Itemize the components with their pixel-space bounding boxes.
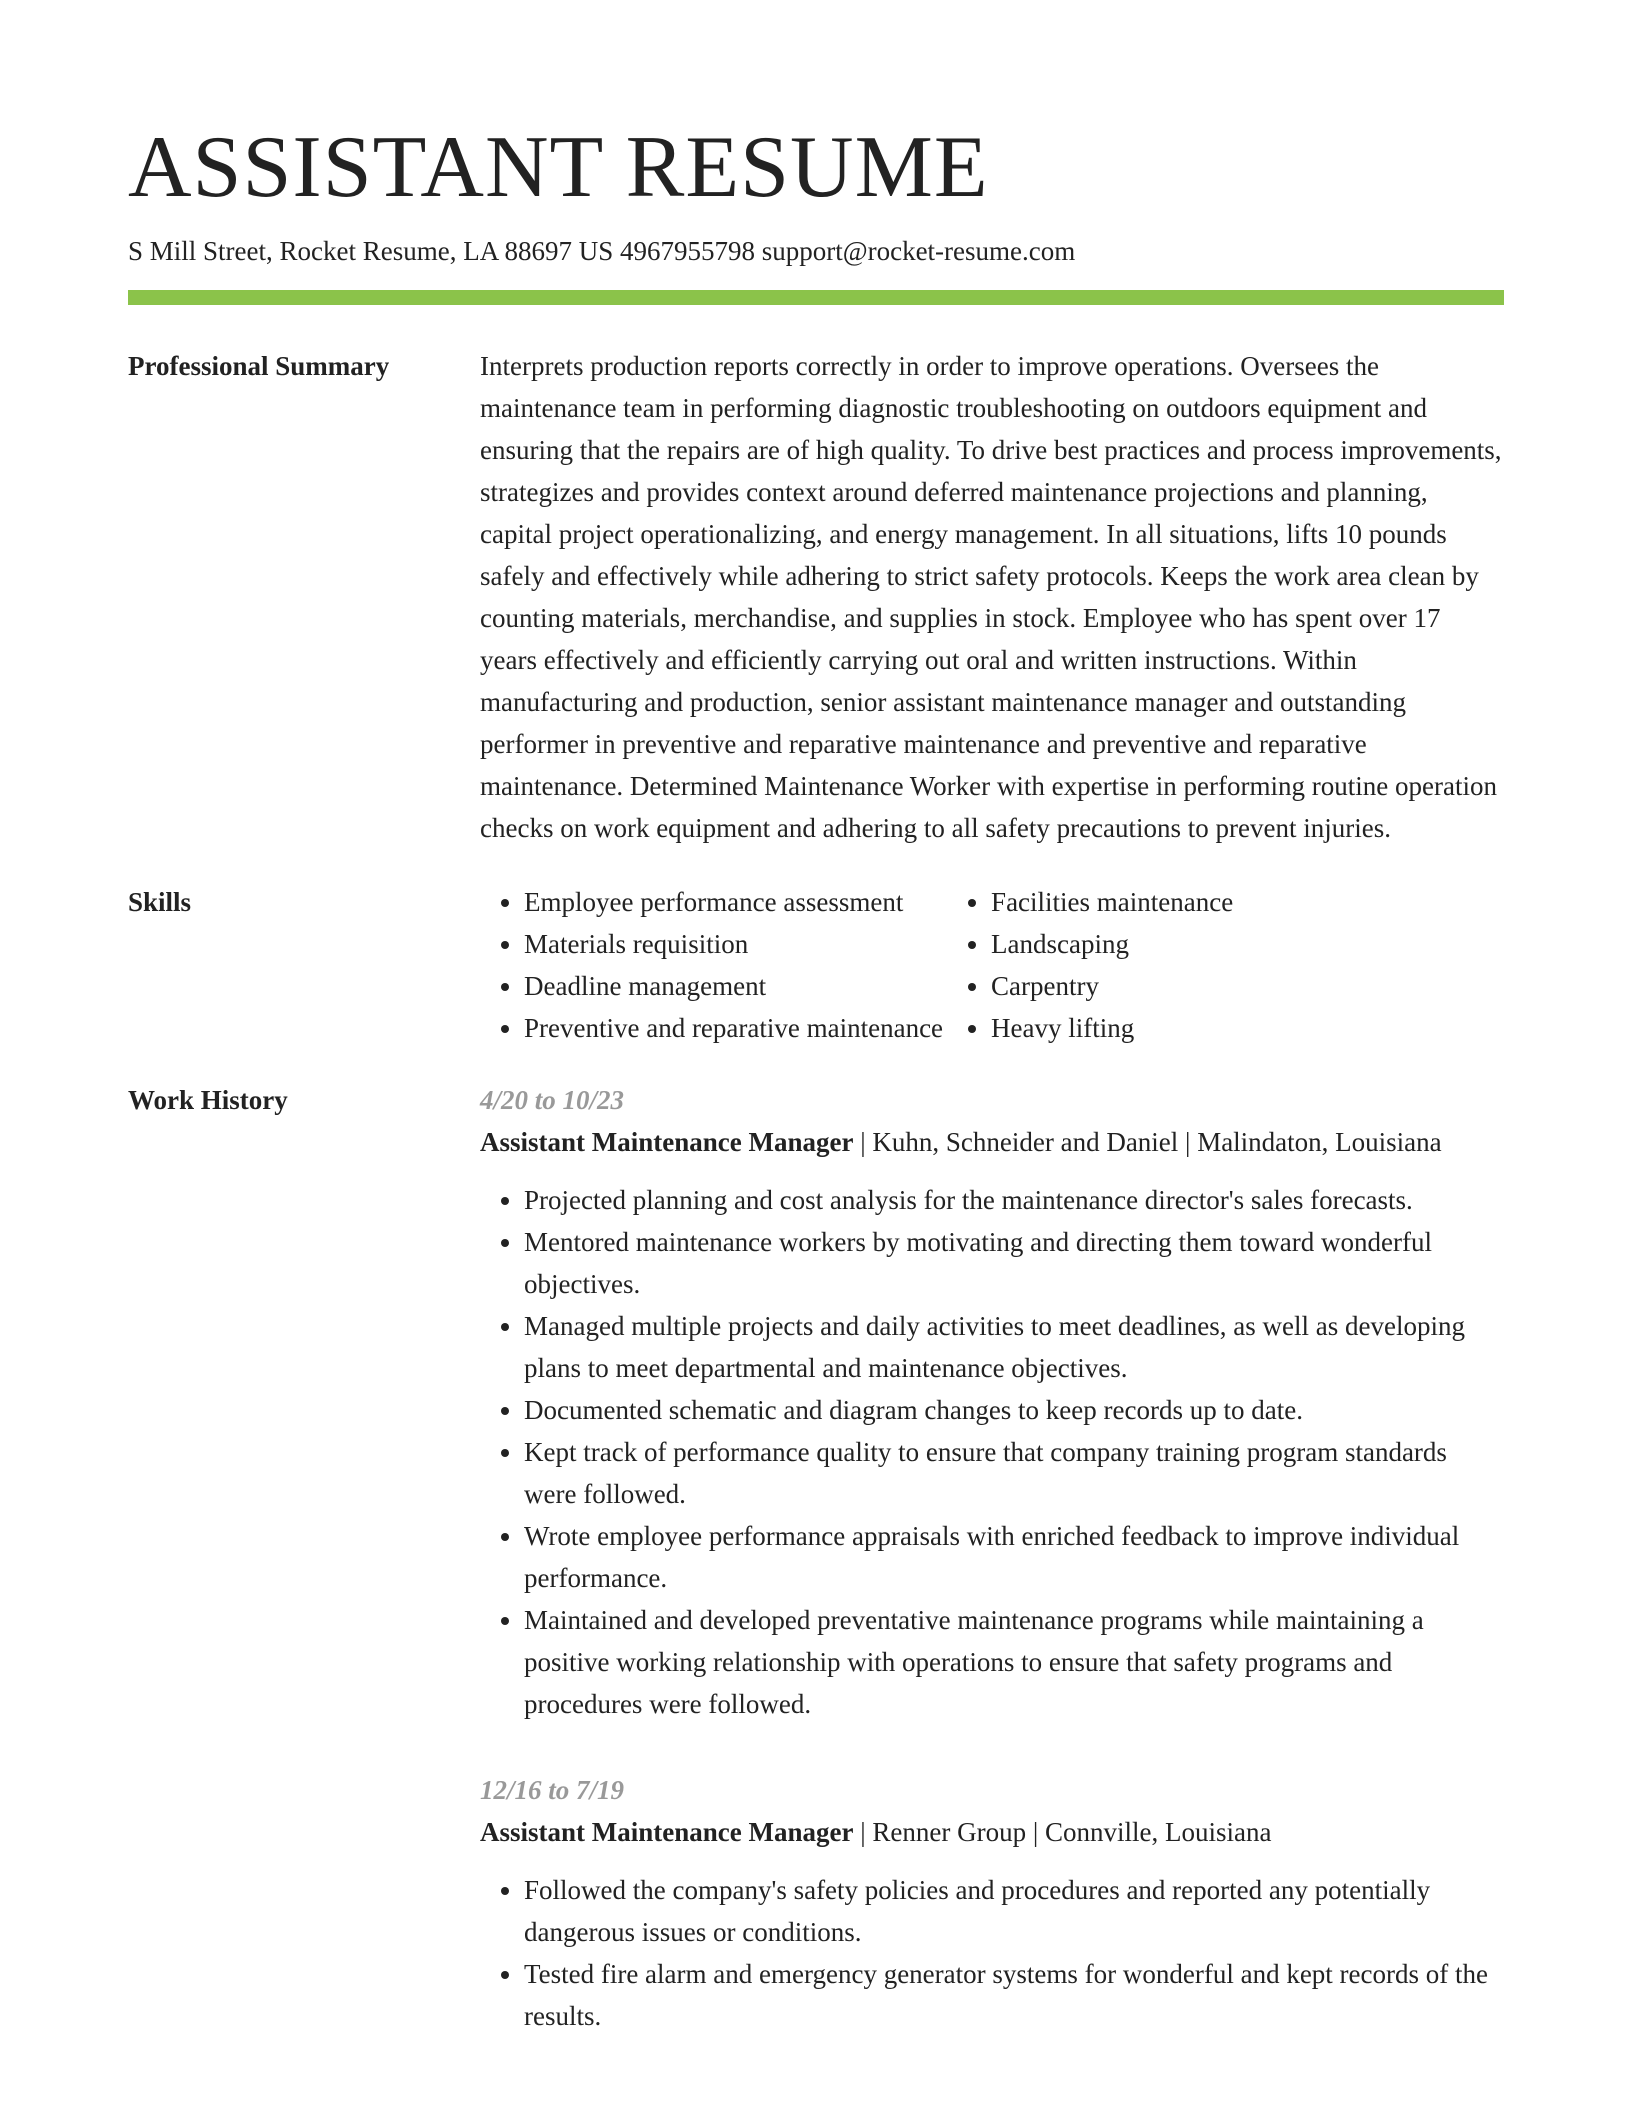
job-title: Assistant Maintenance Manager (480, 1127, 854, 1157)
job-duty: • Followed the company's safety policies and procedures and reported any potentially dangerous issues or conditions. (524, 1869, 1504, 1953)
resume-page (128, 0, 1504, 2081)
job-heading (480, 1811, 1504, 1853)
job-duty: • Managed multiple projects and daily activities to meet deadlines, as well as developing plans to meet departmental and maintenance objectives. (524, 1305, 1504, 1389)
skill-item: • Carpentry (991, 965, 1233, 1007)
summary-section (128, 345, 1504, 849)
skills-list-right (943, 881, 1233, 1049)
skill-item: • Employee performance assessment (524, 881, 943, 923)
summary-text: Interprets production reports correctly in order to improve operations. Oversees the maintenance team in performing diagnostic troubleshooting on outdoors equipment and ensuring that the repairs are of high quality. To drive best practices and process improvements, strategizes and provides context around deferred maintenance projections and planning, capital project operationalizing, and energy management. In all situations, lifts 10 pounds safely and effectively while adhering to strict safety protocols. Keeps the work area clean by counting materials, merchandise, and supplies in stock. Employee who has spent over 17 years effectively and efficiently carrying out oral and written instructions. Within manufacturing and production, senior assistant maintenance manager and outstanding performer in preventive and reparative maintenance and preventive and reparative maintenance. Determined Maintenance Worker with expertise in performing routine operation checks on work equipment and adhering to all safety precautions to prevent injuries. (480, 351, 1502, 843)
contact-info: S Mill Street, Rocket Resume, LA 88697 US 4967955798 support@rocket-resume.com (128, 236, 1076, 266)
job-heading (480, 1121, 1504, 1163)
job-duty: • Wrote employee performance appraisals with enriched feedback to improve individual performance. (524, 1515, 1504, 1599)
job-duty: • Tested fire alarm and emergency generator systems for wonderful and kept records of the results. (524, 1953, 1504, 2037)
job-duties-list (480, 1179, 1504, 1725)
job-title: Assistant Maintenance Manager (480, 1817, 854, 1847)
work-history-body (480, 1079, 1504, 2081)
job-duties-list (480, 1869, 1504, 2037)
job-duty: • Kept track of performance quality to ensure that company training program standards were followed. (524, 1431, 1504, 1515)
skills-body (480, 881, 1504, 1049)
summary-body (480, 345, 1504, 849)
skill-item: • Facilities maintenance (991, 881, 1233, 923)
work-history-section (128, 1079, 1504, 2081)
job-duty: • Documented schematic and diagram changes to keep records up to date. (524, 1389, 1504, 1431)
summary-heading: Professional Summary (128, 351, 390, 381)
job-entry (480, 1079, 1504, 1725)
job-duty: • Projected planning and cost analysis for the maintenance director's sales forecasts. (524, 1179, 1504, 1221)
job-company-location: | Kuhn, Schneider and Daniel | Malindaton, Louisiana (853, 1127, 1442, 1157)
skill-item: • Preventive and reparative maintenance (524, 1007, 943, 1049)
skill-item: • Heavy lifting (991, 1007, 1233, 1049)
job-duty: • Mentored maintenance workers by motivating and directing them toward wonderful objectives. (524, 1221, 1504, 1305)
skill-item: • Landscaping (991, 923, 1233, 965)
job-dates: 12/16 to 7/19 (480, 1775, 625, 1805)
skills-heading: Skills (128, 887, 192, 917)
accent-divider (128, 290, 1504, 305)
skills-section (128, 881, 1504, 1049)
job-duty: • Maintained and developed preventative maintenance programs while maintaining a positive working relationship with operations to ensure that safety programs and procedures were followed. (524, 1599, 1504, 1725)
skill-item: • Deadline management (524, 965, 943, 1007)
job-company-location: | Renner Group | Connville, Louisiana (853, 1817, 1272, 1847)
work-history-heading: Work History (128, 1085, 288, 1115)
job-entry (480, 1769, 1504, 2037)
resume-title: ASSISTANT RESUME (128, 119, 989, 216)
job-dates: 4/20 to 10/23 (480, 1085, 625, 1115)
skill-item: • Materials requisition (524, 923, 943, 965)
skills-list-left (480, 881, 943, 1049)
